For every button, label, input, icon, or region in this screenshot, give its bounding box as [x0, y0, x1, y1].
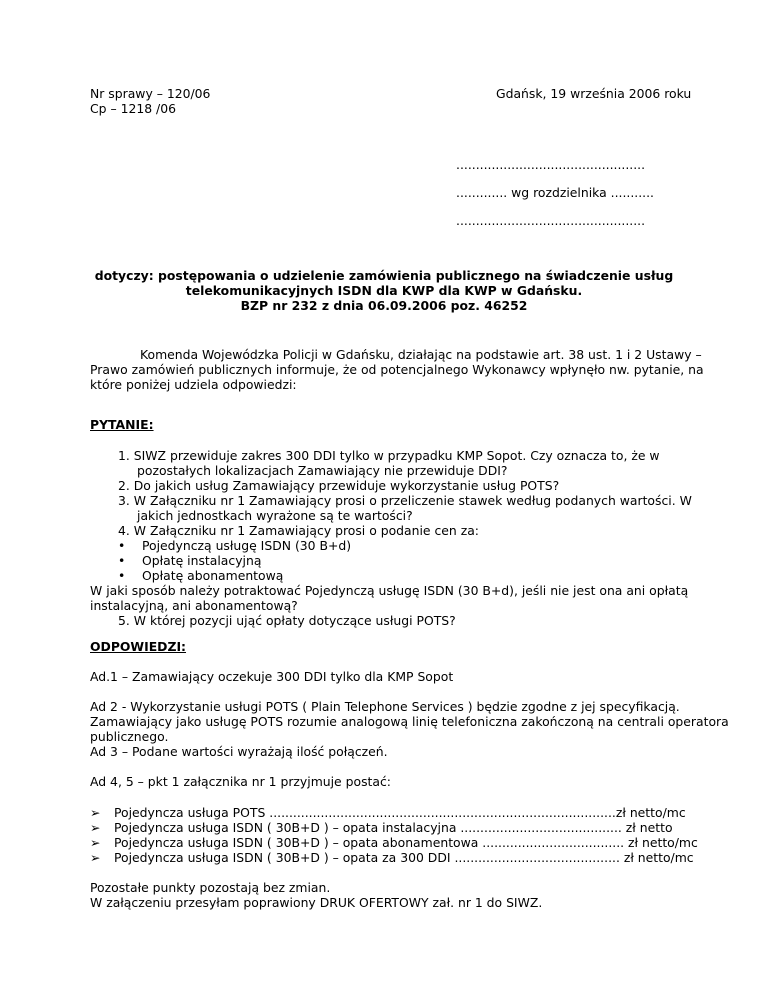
subject-line-2: telekomunikacyjnych ISDN dla KWP dla KWP w Gdańsku.: [185, 283, 583, 298]
question-3-cont: jakich jednostkach wyrażone są te wartości?: [137, 508, 413, 523]
price-item-label: Pojedyncza usługa POTS ........................................................................................zł netto/mc: [114, 805, 686, 820]
subject-line-1: dotyczy: postępowania o udzielenie zamówienia publicznego na świadczenie usług: [94, 268, 674, 283]
question-4-detail-cont: instalacyjną, ani abonamentową?: [90, 598, 298, 613]
bullet-icon: •: [118, 568, 126, 583]
arrow-bullet-icon: ➢: [90, 820, 101, 835]
place-date: Gdańsk, 19 września 2006 roku: [496, 86, 692, 101]
answer-2-cont: Zamawiający jako usługę POTS rozumie analogową linię telefoniczna zakończoną na centrali operatora: [90, 714, 729, 729]
case-number: Nr sprawy – 120/06: [90, 86, 211, 101]
answer-1: Ad.1 – Zamawiający oczekuje 300 DDI tylko dla KMP Sopot: [90, 669, 454, 684]
closing-line-1: Pozostałe punkty pozostają bez zmian.: [90, 880, 331, 895]
question-3: 3. W Załączniku nr 1 Zamawiający prosi o przeliczenie stawek według podanych wartości. W: [118, 493, 692, 508]
intro-line-1: Komenda Wojewódzka Policji w Gdańsku, działając na podstawie art. 38 ust. 1 i 2 Ustawy –: [140, 347, 702, 362]
question-4: 4. W Załączniku nr 1 Zamawiający prosi o podanie cen za:: [118, 523, 479, 538]
bullet-item: [118, 553, 261, 568]
answer-2: Ad 2 - Wykorzystanie usługi POTS ( Plain Telephone Services ) będzie zgodne z jej specyfikacją.: [90, 699, 680, 714]
recipient-line-1: ................................................: [456, 157, 646, 172]
intro-line-3: które poniżej udziela odpowiedzi:: [90, 377, 297, 392]
bullet-icon: •: [118, 538, 126, 553]
question-1-cont: pozostałych lokalizacjach Zamawiający nie przewiduje DDI?: [137, 463, 508, 478]
subject-line-3: BZP nr 232 z dnia 06.09.2006 poz. 46252: [240, 298, 528, 313]
price-item-label: Pojedyncza usługa ISDN ( 30B+D ) – opata instalacyjna ......................................... zł netto: [114, 820, 673, 835]
arrow-bullet-icon: ➢: [90, 835, 101, 850]
arrow-bullet-icon: ➢: [90, 850, 101, 865]
bullet-icon: •: [118, 553, 126, 568]
price-item: [90, 835, 698, 850]
price-item: [90, 805, 686, 820]
price-item-label: Pojedyncza usługa ISDN ( 30B+D ) – opata abonamentowa .................................... zł netto/mc: [114, 835, 698, 850]
question-4-detail: W jaki sposób należy potraktować Pojedynczą usługę ISDN (30 B+d), jeśli nie jest ona ani opłatą: [90, 583, 689, 598]
bullet-item: [118, 568, 283, 583]
bullet-text: Pojedynczą usługę ISDN (30 B+d): [142, 538, 352, 553]
bullet-item: [118, 538, 351, 553]
recipient-line-2: ............. wg rozdzielnika ...........: [456, 185, 654, 200]
arrow-bullet-icon: ➢: [90, 805, 101, 820]
question-2: 2. Do jakich usług Zamawiający przewiduje wykorzystanie usług POTS?: [118, 478, 560, 493]
price-item-label: Pojedyncza usługa ISDN ( 30B+D ) – opata za 300 DDI .......................................... zł netto/mc: [114, 850, 694, 865]
question-5: 5. W której pozycji ująć opłaty dotyczące usługi POTS?: [118, 613, 456, 628]
closing-line-2: W załączeniu przesyłam poprawiony DRUK OFERTOWY zał. nr 1 do SIWZ.: [90, 895, 543, 910]
bullet-text: Opłatę abonamentową: [142, 568, 284, 583]
price-item: [90, 820, 673, 835]
question-1: 1. SIWZ przewiduje zakres 300 DDI tylko w przypadku KMP Sopot. Czy oznacza to, że w: [118, 448, 660, 463]
answer-4-5: Ad 4, 5 – pkt 1 załącznika nr 1 przyjmuje postać:: [90, 774, 391, 789]
questions-heading: PYTANIE:: [90, 417, 154, 432]
answer-3: Ad 3 – Podane wartości wyrażają ilość połączeń.: [90, 744, 388, 759]
intro-line-2: Prawo zamówień publicznych informuje, że od potencjalnego Wykonawcy wpłynęło nw. pytanie, na: [90, 362, 704, 377]
bullet-text: Opłatę instalacyjną: [142, 553, 262, 568]
answer-2-cont-2: publicznego.: [90, 729, 169, 744]
recipient-line-3: ................................................: [456, 213, 646, 228]
cp-number: Cp – 1218 /06: [90, 101, 177, 116]
price-item: [90, 850, 694, 865]
answers-heading: ODPOWIEDZI:: [90, 639, 187, 654]
